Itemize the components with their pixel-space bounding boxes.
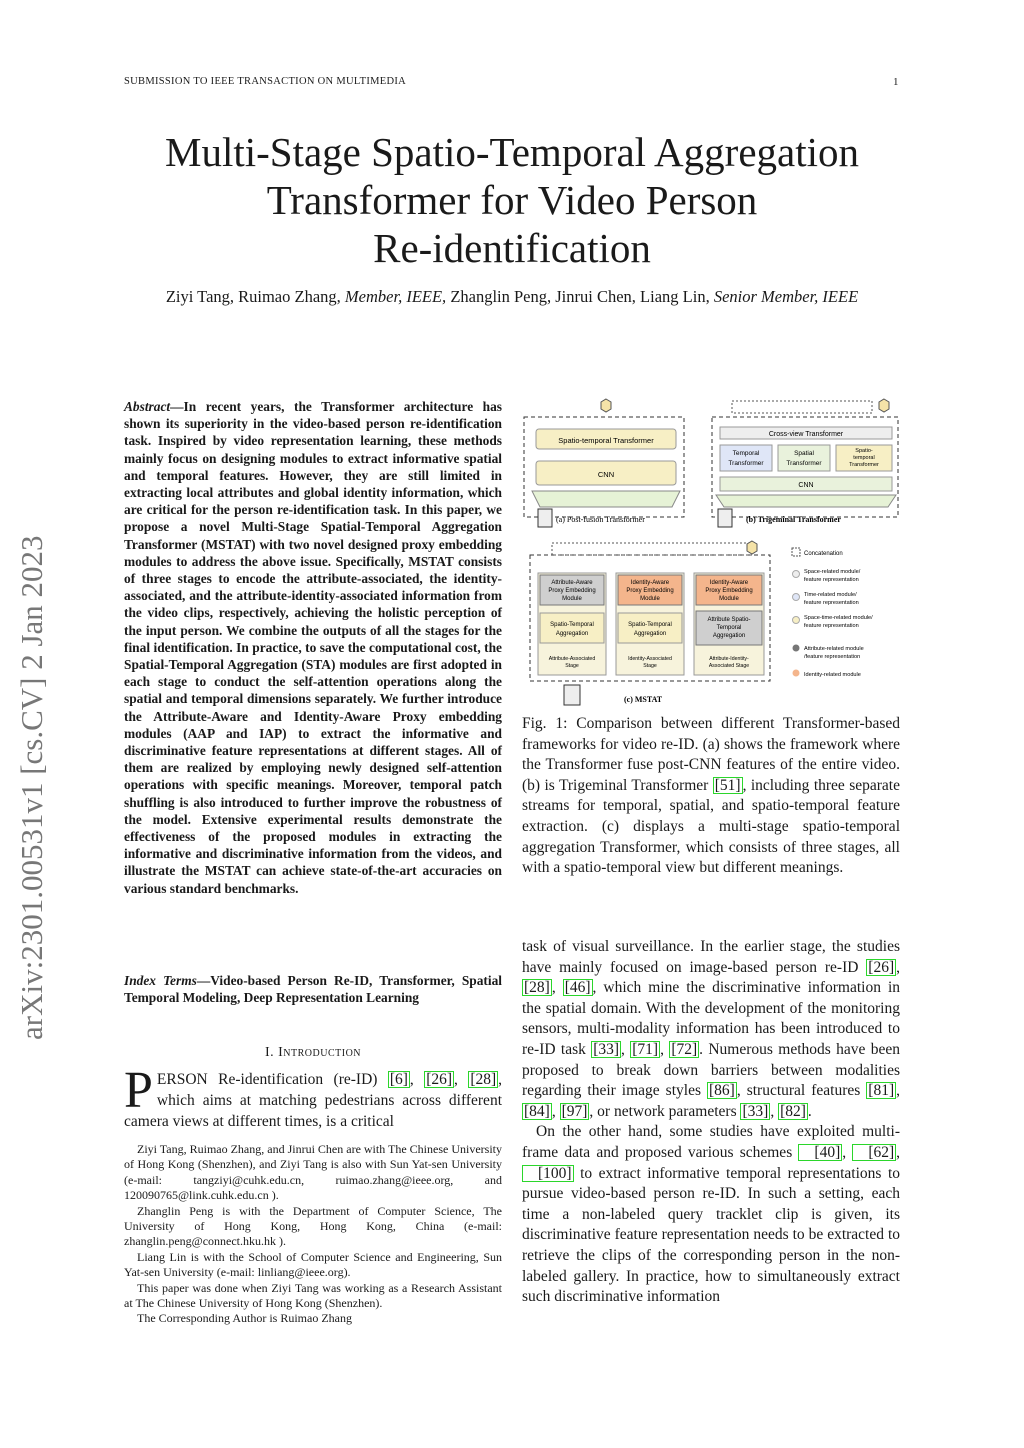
video-frames-icon-c: [564, 685, 580, 705]
concat-box-c: [552, 543, 752, 555]
p1-text: . Numerous methods have been proposed to break down barriers between modalities regarding their image styles: [522, 1040, 900, 1100]
citation-link[interactable]: [84]: [524, 1102, 550, 1120]
sta-box-2: [618, 613, 682, 643]
temporal-transformer-box: [720, 445, 772, 471]
legend-concat-swatch: [792, 548, 800, 556]
legend-spacetime-swatch: [793, 617, 800, 624]
stage-1-label-b: Stage: [565, 663, 579, 669]
citation-link[interactable]: [71]: [632, 1040, 659, 1058]
legend-spacetime-2: feature representation: [804, 623, 859, 629]
running-header: SUBMISSION TO IEEE TRANSACTION ON MULTIMEDIA: [124, 76, 407, 87]
citation-link[interactable]: [40]: [798, 1144, 842, 1161]
citation-link[interactable]: [51]: [714, 776, 741, 794]
abstract: [124, 398, 502, 897]
title-line-1: Multi-Stage Spatio-Temporal Aggregation: [165, 129, 859, 175]
authors-part-2: Zhanglin Peng, Jinrui Chen, Liang Lin,: [446, 287, 714, 306]
video-frames-icon: [538, 509, 552, 527]
aap-label-3: Module: [562, 596, 582, 602]
legend-identity: Identity-related module: [804, 672, 861, 678]
legend-space-1: Space-related module/: [804, 569, 861, 575]
p2-text: On the other hand, some studies have exploited multi-frame data and proposed various schemes: [522, 1123, 900, 1161]
stage-2-label-b: Stage: [643, 663, 657, 669]
iap3-label-1: Identity-Aware: [709, 580, 749, 586]
trapezoid-b: [716, 495, 896, 507]
legend-attribute-1: Attribute-related module: [804, 646, 864, 652]
p1-text: , which mine the discriminative information in the spatial domain. With the development of the monitoring sensors, multi-modality information has been introduced to re-ID task: [522, 979, 900, 1058]
drop-cap: P: [124, 1062, 153, 1119]
intro-lead: ERSON: [156, 1071, 208, 1088]
citation-link[interactable]: [62]: [852, 1144, 896, 1161]
legend-space-2: feature representation: [804, 577, 859, 583]
sta-label-1b: Aggregation: [555, 631, 589, 637]
trapezoid-a: [532, 491, 680, 507]
sep: ,: [896, 958, 900, 976]
stage-1-label-a: Attribute-Associated: [548, 656, 596, 662]
title-line-2: Transformer for Video Person: [266, 177, 758, 223]
output-token-icon-b: [879, 399, 889, 412]
citation-link[interactable]: [26]: [868, 958, 895, 976]
citation-link[interactable]: [33]: [593, 1040, 620, 1058]
author-role-1: Member, IEEE,: [344, 287, 447, 306]
iap-label-2: Proxy Embedding: [626, 588, 674, 594]
cnn-label-a: CNN: [597, 470, 615, 479]
cross-view-label: Cross-view Transformer: [768, 431, 844, 438]
sep: ,: [621, 1040, 631, 1058]
panel-b-caption: (b) Trigeminal Transformer: [746, 515, 841, 524]
figure-1: [522, 395, 900, 710]
citation-link[interactable]: [86]: [708, 1082, 735, 1100]
attr-sta-label-3: Aggregation: [712, 633, 746, 639]
st-label-3: Transformer: [849, 462, 879, 468]
footnote: Ziyi Tang, Ruimao Zhang, and Jinrui Chen are with The Chinese University of Hong Kong (Shenzhen), and Ziyi Tang is also with Sun Yat-sen University (e-mail: tangziyi@cuhk.edu.cn, ruimao.zhang@ieee.org, and 120090765@link.cuhk.edu.cn ).: [124, 1142, 502, 1203]
sep: ,: [896, 1143, 901, 1161]
legend-concatenation: Concatenation: [804, 551, 843, 557]
footnote: The Corresponding Author is Ruimao Zhang: [137, 1311, 352, 1326]
index-terms-label: Index Terms: [124, 973, 197, 988]
legend-spacetime-1: Space-time-related module/: [804, 615, 873, 621]
citation-link[interactable]: [72]: [671, 1040, 698, 1058]
section-number: I.: [264, 1045, 279, 1060]
intro-sep: ,: [454, 1071, 469, 1088]
citation-link[interactable]: [100]: [522, 1165, 574, 1182]
caption-text-1: Fig. 1: Comparison between different Transformer-based frameworks for video re-ID. (a) shows the framework where the Transformer fuse post-CNN features of the entire video. (b) is Trigeminal Transformer: [522, 715, 900, 794]
citation-link[interactable]: [97]: [561, 1102, 588, 1120]
aap-label-2: Proxy Embedding: [548, 588, 596, 594]
spatial-label-1: Spatial: [794, 450, 814, 457]
p1-text: , or network parameters: [589, 1102, 741, 1120]
legend-time-swatch: [793, 594, 800, 601]
intro-paragraph: [124, 1062, 503, 1132]
body-paragraph-2: [522, 1122, 900, 1307]
video-frames-icon-b: [718, 509, 732, 527]
stage-3-label-a: Attribute-Identity-: [709, 656, 749, 662]
index-terms: [124, 972, 502, 1006]
temporal-label-2: Transformer: [728, 460, 764, 467]
citation-link[interactable]: [81]: [868, 1082, 895, 1100]
sta-box-1: [540, 613, 604, 643]
stage-3-label-b: Associated Stage: [708, 663, 750, 669]
iap-label-1: Identity-Aware: [630, 580, 670, 586]
page-number: 1: [893, 76, 899, 88]
footnote: Liang Lin is with the School of Computer Science and Engineering, Sun Yat-sen University (e-mail: linliang@ieee.org).: [124, 1249, 502, 1280]
sep: ,: [660, 1040, 670, 1058]
figure-caption: [522, 714, 900, 879]
abstract-label: Abstract: [124, 399, 171, 414]
legend-time-2: feature representation: [804, 600, 859, 606]
p1-text: task of visual surveillance. In the earlier stage, the studies have mainly focused on image-based person re-ID: [522, 938, 900, 976]
legend-identity-swatch: [793, 670, 800, 677]
panel-c-caption: (c) MSTAT: [624, 695, 663, 704]
caption-text-2: , including three separate streams for temporal, spatial, and spatio-temporal feature extraction. (c) displays a multi-stage spatio-temporal aggregation Transformer, which consists of three stages, all with a spatio-temporal view but different meanings.: [522, 776, 900, 877]
authors-part-1: Ziyi Tang, Ruimao Zhang,: [165, 287, 345, 306]
legend-time-1: Time-related module/: [804, 592, 857, 598]
st-label-2: temporal: [853, 455, 875, 461]
paper-title: [124, 128, 900, 272]
author-list: [124, 286, 900, 308]
p1-text: , structural features: [736, 1082, 867, 1100]
abstract-text: —In recent years, the Transformer architecture has shown its superiority in the video-based person re-identification task. Inspired by video representation learning, these methods mainly focus on designing modules to extract informative spatial and temporal features. However, they are still limited in extracting local attributes and global identity information, which are critical for the person re-identification task. In this paper, we propose a novel Multi-Stage Spatial-Temporal Aggregation Transformer (MSTAT) with two novel designed proxy embedding modules to address the above issue. Specifically, MSTAT consists of three stages to encode the attribute-associated, the identity-associated, and the attribute-identity-associated information from the video clips, respectively, achieving the holistic perception of the input person. We combine the outputs of all the stages for the final identification. In practice, to save the computational cost, the Spatial-Temporal Aggregation (STA) modules are first adopted in each stage to conduct the self-attention operations along the spatial and temporal dimensions separately. We further introduce the Attribute-Aware and Identity-Aware Proxy embedding modules (AAP and IAP) to extract the informative and discriminative feature representations at different stages. All of them are realized by employing newly designed self-attention operations with specific meanings. Moreover, temporal patch shuffling is also introduced to further improve the robustness of the model. Extensive experimental results demonstrate the effectiveness of the proposed modules in extracting the informative and discriminative information from the videos, and illustrate the MSTAT can achieve state-of-the-art accuracies on various standard benchmarks.: [124, 399, 502, 896]
legend-space-swatch: [793, 571, 800, 578]
right-column-body: [522, 937, 900, 1308]
sta-label-1a: Spatio-Temporal: [550, 622, 594, 628]
intro-sep: ,: [409, 1071, 425, 1088]
aap-label-1: Attribute-Aware: [551, 580, 593, 586]
title-line-3: Re-identification: [373, 225, 651, 271]
legend-attribute-2: /feature representation: [804, 654, 861, 660]
sep: ,: [551, 1102, 560, 1120]
sta-label-2a: Spatio-Temporal: [628, 622, 672, 628]
citation-link[interactable]: [26]: [426, 1071, 453, 1088]
iap-label-3: Module: [640, 596, 660, 602]
st-label-1: Spatio-: [855, 448, 873, 454]
spatial-transformer-box: [778, 445, 830, 471]
citation-link[interactable]: [28]: [470, 1071, 497, 1088]
cnn-label-b: CNN: [798, 482, 814, 489]
output-token-icon: [601, 399, 611, 412]
footnote: This paper was done when Ziyi Tang was working as a Research Assistant at The Chinese University of Hong Kong (Shenzhen).: [124, 1280, 502, 1311]
attr-sta-label-2: Temporal: [716, 625, 742, 631]
section-title: Introduction: [278, 1045, 362, 1060]
footnotes: [124, 1142, 502, 1327]
citation-link[interactable]: [82]: [780, 1102, 806, 1120]
panel-a-caption: (a) Post-fusion Transformer: [556, 515, 645, 524]
stage-2-label-a: Identity-Associated: [628, 656, 672, 662]
st-transformer-label: Spatio-temporal Transformer: [558, 436, 654, 445]
section-heading: [124, 1045, 502, 1061]
intro-text-2: , which aims at matching pedestrians across different camera views at different times, is a critical: [124, 1071, 503, 1130]
attr-sta-label-1: Attribute Spatio-: [707, 617, 751, 623]
temporal-label-1: Temporal: [732, 450, 760, 457]
sta-label-2b: Aggregation: [633, 631, 667, 637]
index-terms-text: —Video-based Person Re-ID, Transformer, Spatial Temporal Modeling, Deep Representation Learning: [124, 973, 503, 1006]
sep: ,: [842, 1143, 853, 1161]
output-token-icon-c: [747, 541, 757, 554]
citation-link[interactable]: [28]: [524, 979, 550, 997]
iap3-label-2: Proxy Embedding: [705, 588, 753, 594]
spatial-label-2: Transformer: [786, 460, 822, 467]
legend-attribute-swatch: [793, 645, 800, 652]
concat-box-b: [732, 401, 872, 413]
footnote: Zhanglin Peng is with the Department of Computer Science, The University of Hong Kong, Hong Kong, China (e-mail: zhanglin.peng@connect.hku.hk ).: [124, 1203, 502, 1249]
citation-link[interactable]: [6]: [389, 1071, 408, 1088]
sep: ,: [896, 1082, 900, 1100]
arxiv-sidebar-id: arXiv:2301.00531v1 [cs.CV] 2 Jan 2023: [14, 535, 49, 1040]
iap3-label-3: Module: [719, 596, 739, 602]
citation-link[interactable]: [33]: [742, 1102, 769, 1120]
sep: ,: [551, 979, 563, 997]
intro-text-1: Re-identification (re-ID): [207, 1071, 388, 1088]
author-role-2: Senior Member, IEEE: [713, 287, 859, 306]
p2-text: to extract informative temporal representations to pursue video-based person re-ID. In such a setting, each time a non-labeled query tracklet clip is given, its discriminative feature representation needs to be extracted to retrieve the clips of the corresponding person in the non-labeled gallery. In practice, how to simultaneously extract such discriminative information: [522, 1164, 900, 1306]
citation-link[interactable]: [46]: [564, 979, 591, 997]
sep: ,: [770, 1102, 779, 1120]
p1-text: .: [807, 1102, 812, 1120]
body-paragraph-1: [522, 937, 900, 1122]
